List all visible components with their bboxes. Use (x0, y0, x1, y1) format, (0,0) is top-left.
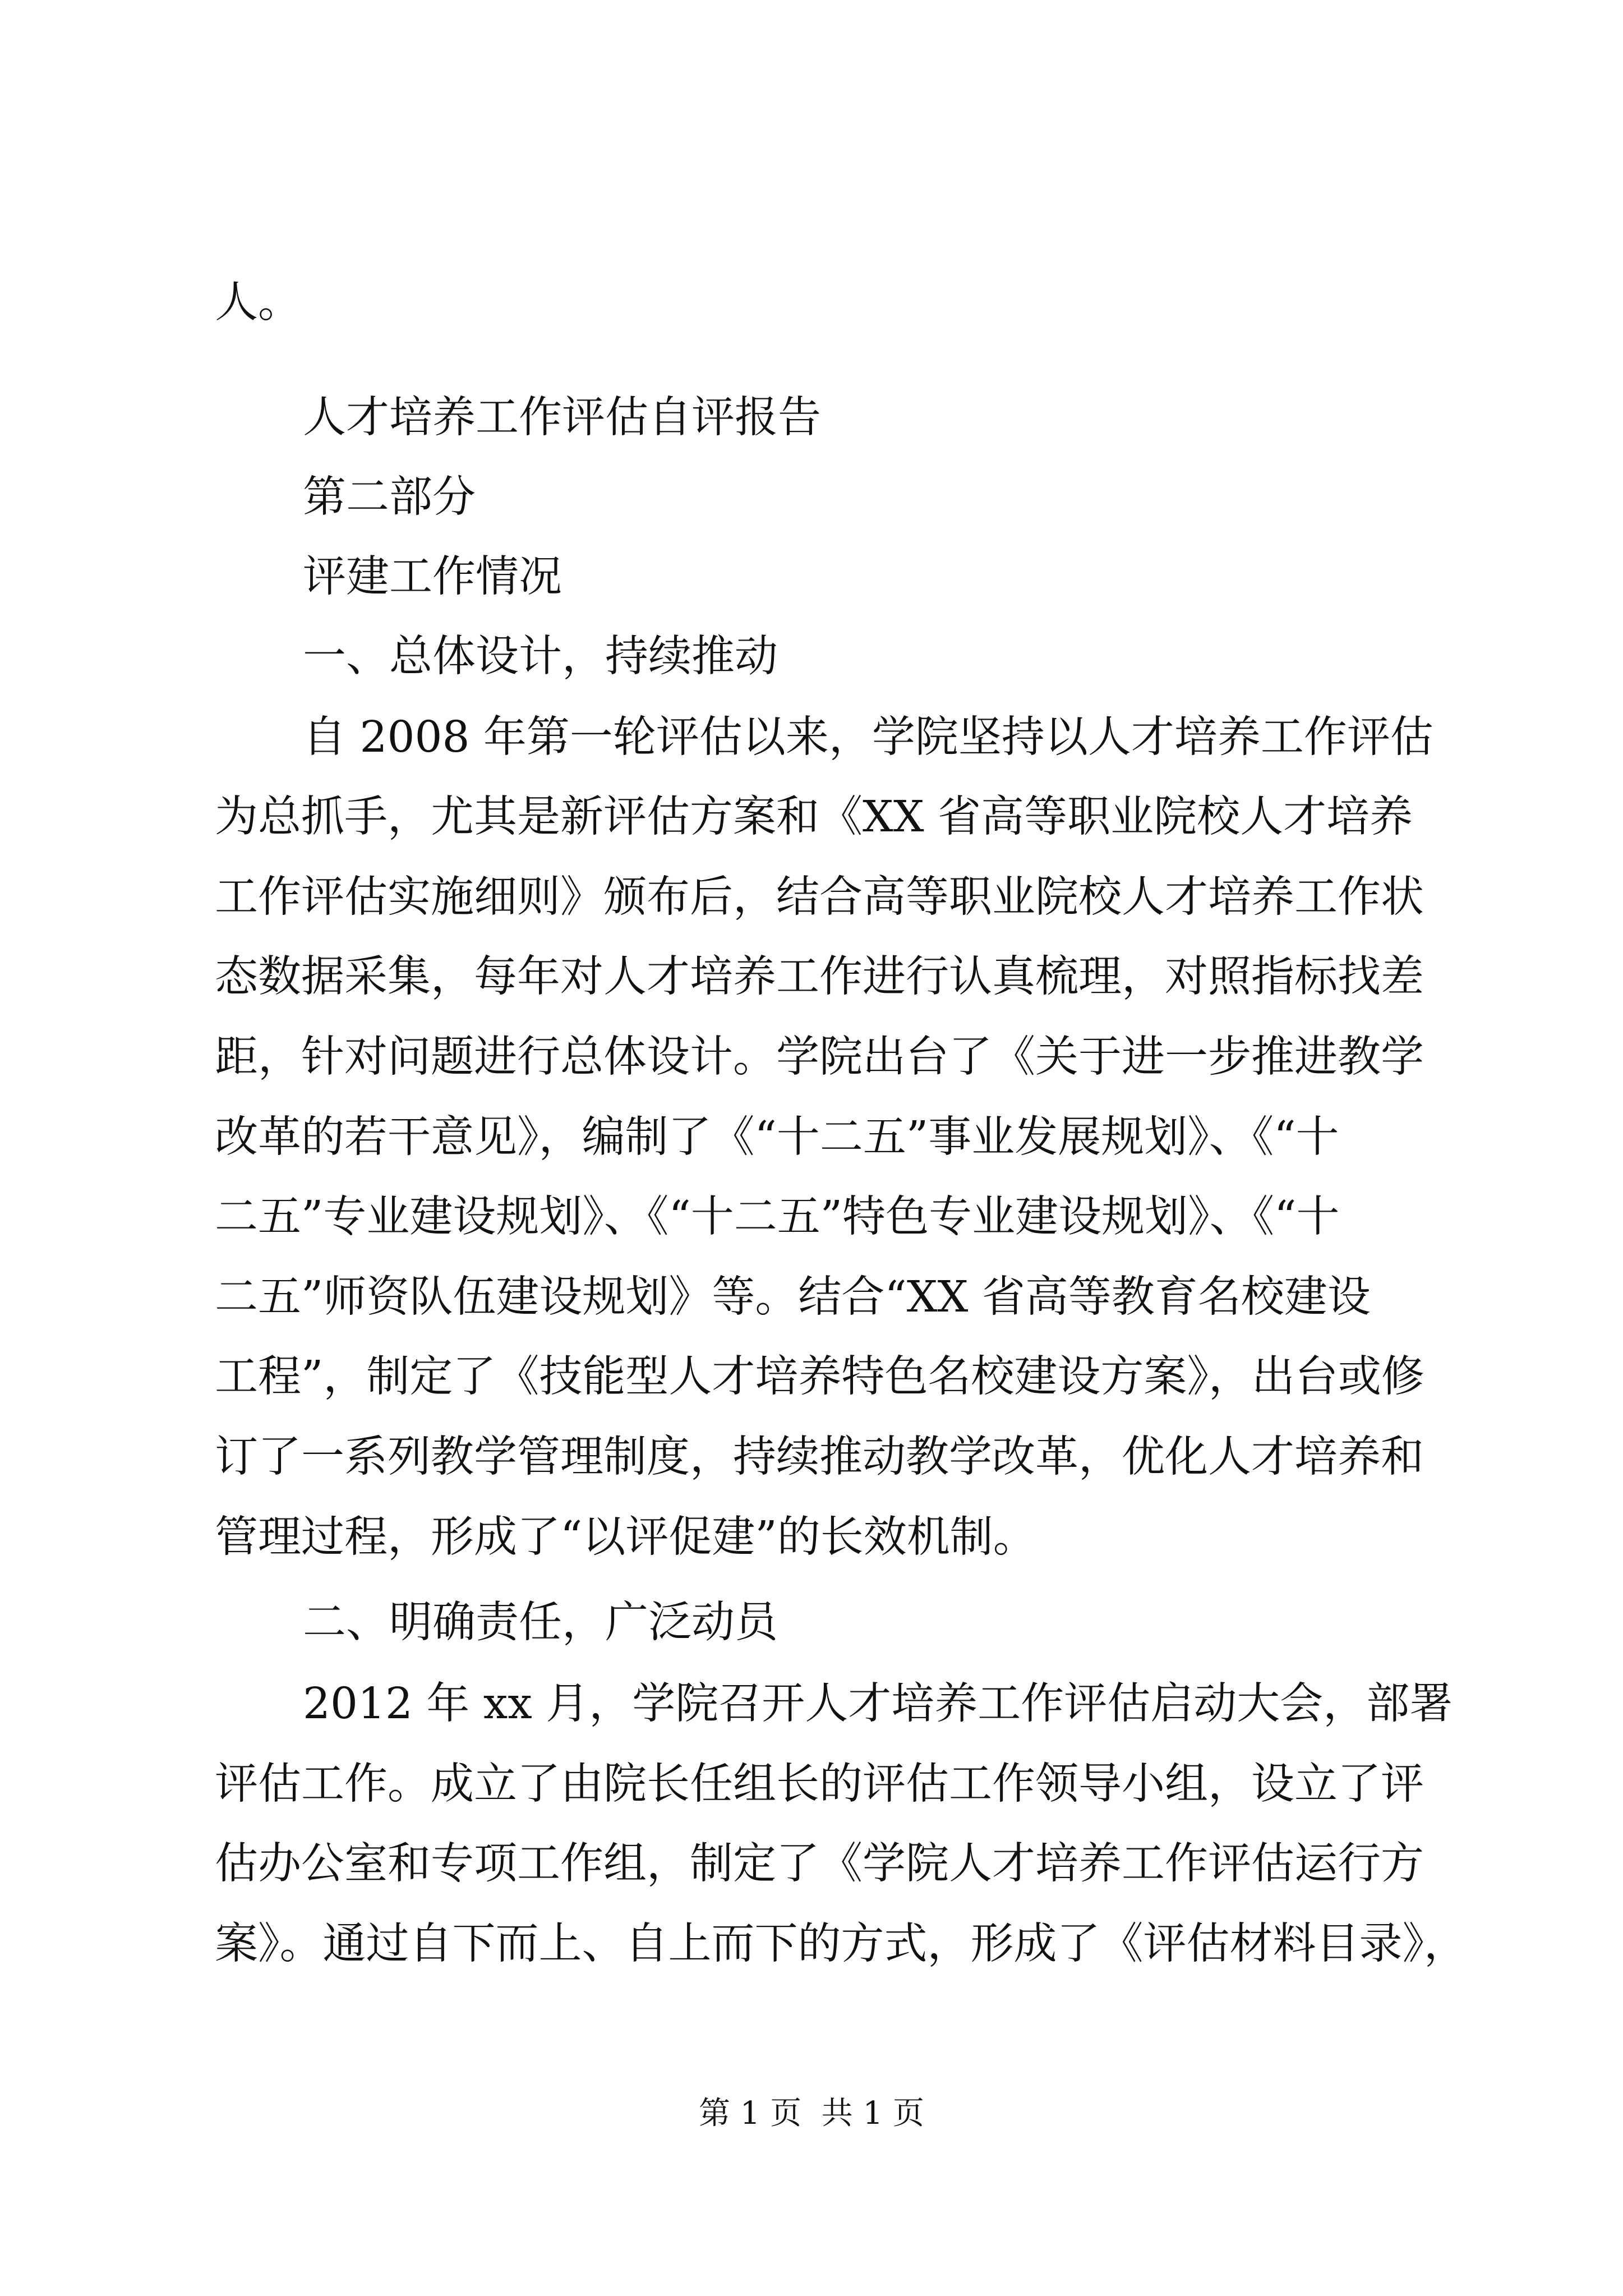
report-title: 人才培养工作评估自评报告 (303, 393, 821, 443)
part-heading: 第二部分 (303, 472, 476, 522)
text-line: 人。 (215, 278, 301, 328)
page-number-footer: 第 1 页 共 1 页 (698, 2095, 925, 2132)
paragraph-line: 工程”，制定了《技能型人才培养特色名校建设方案》，出台或修 (215, 1352, 1424, 1402)
paragraph-line: 自 2008 年第一轮评估以来，学院坚持以人才培养工作评估 (303, 712, 1433, 762)
paragraph-line: 态数据采集，每年对人才培养工作进行认真梳理，对照指标找差 (215, 952, 1424, 1002)
paragraph-line: 订了一系列教学管理制度，持续推动教学改革，优化人才培养和 (215, 1432, 1424, 1482)
paragraph-line: 二五”专业建设规划》、《“十二五”特色专业建设规划》、《“十 (215, 1192, 1340, 1242)
paragraph-line: 距，针对问题进行总体设计。学院出台了《关于进一步推进教学 (215, 1032, 1424, 1082)
paragraph-line: 为总抓手，尤其是新评估方案和《XX 省高等职业院校人才培养 (215, 792, 1413, 842)
subsection-heading-2: 二、明确责任，广泛动员 (303, 1598, 778, 1648)
paragraph-line: 管理过程，形成了“以评促建”的长效机制。 (215, 1512, 1036, 1562)
section-title: 评建工作情况 (303, 552, 562, 602)
paragraph-line: 二五”师资队伍建设规划》等。结合“XX 省高等教育名校建设 (215, 1272, 1371, 1322)
subsection-heading-1: 一、总体设计，持续推动 (303, 632, 778, 682)
paragraph-line: 改革的若干意见》，编制了《“十二五”事业发展规划》、《“十 (215, 1112, 1339, 1162)
paragraph-line: 评估工作。成立了由院长任组长的评估工作领导小组，设立了评 (215, 1759, 1424, 1809)
paragraph-line: 工作评估实施细则》颁布后，结合高等职业院校人才培养工作状 (215, 872, 1424, 922)
paragraph-line: 估办公室和专项工作组，制定了《学院人才培养工作评估运行方 (215, 1839, 1424, 1889)
paragraph-line: 案》。通过自下而上、自上而下的方式，形成了《评估材料目录》， (215, 1919, 1467, 1969)
paragraph-line: 2012 年 xx 月，学院召开人才培养工作评估启动大会，部署 (303, 1679, 1453, 1729)
